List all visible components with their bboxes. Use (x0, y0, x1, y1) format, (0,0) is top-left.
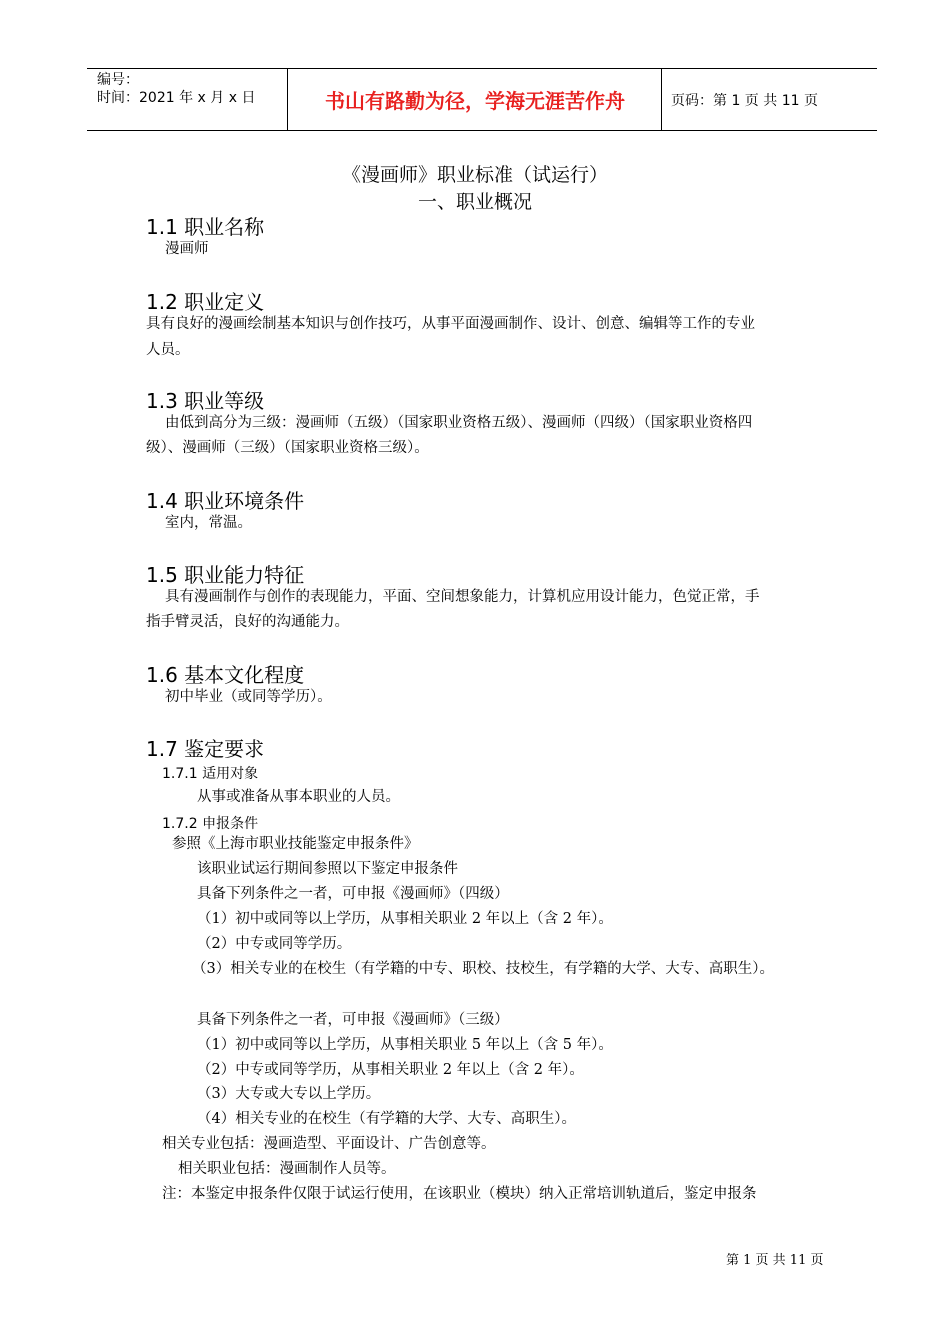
requirement-line: （1）初中或同等以上学历，从事相关职业 2 年以上（含 2 年）。 (197, 911, 613, 927)
section-heading: 1.3 职业等级 (146, 389, 265, 413)
requirement-line: 参照《上海市职业技能鉴定申报条件》 (172, 836, 419, 852)
requirement-line: 具备下列条件之一者，可申报《漫画师》（四级） (197, 886, 509, 902)
subsection-heading: 1.7.1 适用对象 (162, 766, 259, 782)
header-number: 编号： (97, 72, 139, 88)
section-text: 初中毕业（或同等学历）。 (165, 689, 332, 705)
section-heading: 1.5 职业能力特征 (146, 563, 305, 587)
section-text: 具有漫画制作与创作的表现能力，平面、空间想象能力，计算机应用设计能力，色觉正常，手 (165, 589, 760, 605)
section-heading: 1.6 基本文化程度 (146, 663, 305, 687)
requirement-line: （3）相关专业的在校生（有学籍的中专、职校、技校生，有学籍的大学、大专、高职生）。 (192, 961, 774, 977)
header-motto: 书山有路勤为径，学海无涯苦作舟 (325, 89, 625, 113)
requirement-line: （3）大专或大专以上学历。 (197, 1086, 381, 1102)
section-heading: 1.2 职业定义 (146, 290, 265, 314)
requirement-line: 注：本鉴定申报条件仅限于试运行使用，在该职业（模块）纳入正常培训轨道后，鉴定申报条 (162, 1186, 757, 1202)
requirement-line: 该职业试运行期间参照以下鉴定申报条件 (197, 861, 458, 877)
requirement-line: （1）初中或同等以上学历，从事相关职业 5 年以上（含 5 年）。 (197, 1037, 613, 1053)
section-text: 级）、漫画师（三级）（国家职业资格三级）。 (146, 440, 429, 456)
document-title: 《漫画师》职业标准（试运行） (341, 164, 608, 186)
section-text: 由低到高分为三级：漫画师（五级）（国家职业资格五级）、漫画师（四级）（国家职业资格四 (165, 415, 753, 431)
requirement-line: 相关职业包括：漫画制作人员等。 (178, 1161, 396, 1177)
requirement-line: 相关专业包括：漫画造型、平面设计、广告创意等。 (162, 1136, 496, 1152)
section-heading: 1.7 鉴定要求 (146, 737, 265, 761)
requirement-line: （2）中专或同等学历。 (197, 936, 352, 952)
header-divider (661, 69, 662, 130)
section-text: 室内，常温。 (165, 515, 252, 531)
footer-page-number: 第 1 页 共 11 页 (726, 1253, 824, 1268)
requirement-line: 具备下列条件之一者，可申报《漫画师》（三级） (197, 1012, 509, 1028)
header-divider (287, 69, 288, 130)
section-text: 漫画师 (165, 241, 209, 257)
requirement-line: （2）中专或同等学历，从事相关职业 2 年以上（含 2 年）。 (197, 1062, 584, 1078)
document-subtitle: 一、职业概况 (417, 191, 532, 213)
section-text: 具有良好的漫画绘制基本知识与创作技巧，从事平面漫画制作、设计、创意、编辑等工作的专业 (146, 316, 755, 332)
header-meta (97, 71, 255, 107)
section-heading: 1.1 职业名称 (146, 215, 265, 239)
section-text: 从事或准备从事本职业的人员。 (197, 789, 400, 805)
section-heading: 1.4 职业环境条件 (146, 489, 305, 513)
section-text: 人员。 (146, 342, 190, 358)
section-text: 指手臂灵活，良好的沟通能力。 (146, 614, 349, 630)
header-time: 时间：2021 年 x 月 x 日 (97, 90, 256, 106)
subsection-heading: 1.7.2 申报条件 (162, 816, 259, 832)
header-page-number: 页码：第 1 页 共 11 页 (671, 92, 818, 109)
header-table (87, 68, 877, 131)
requirement-line: （4）相关专业的在校生（有学籍的大学、大专、高职生）。 (197, 1111, 576, 1127)
